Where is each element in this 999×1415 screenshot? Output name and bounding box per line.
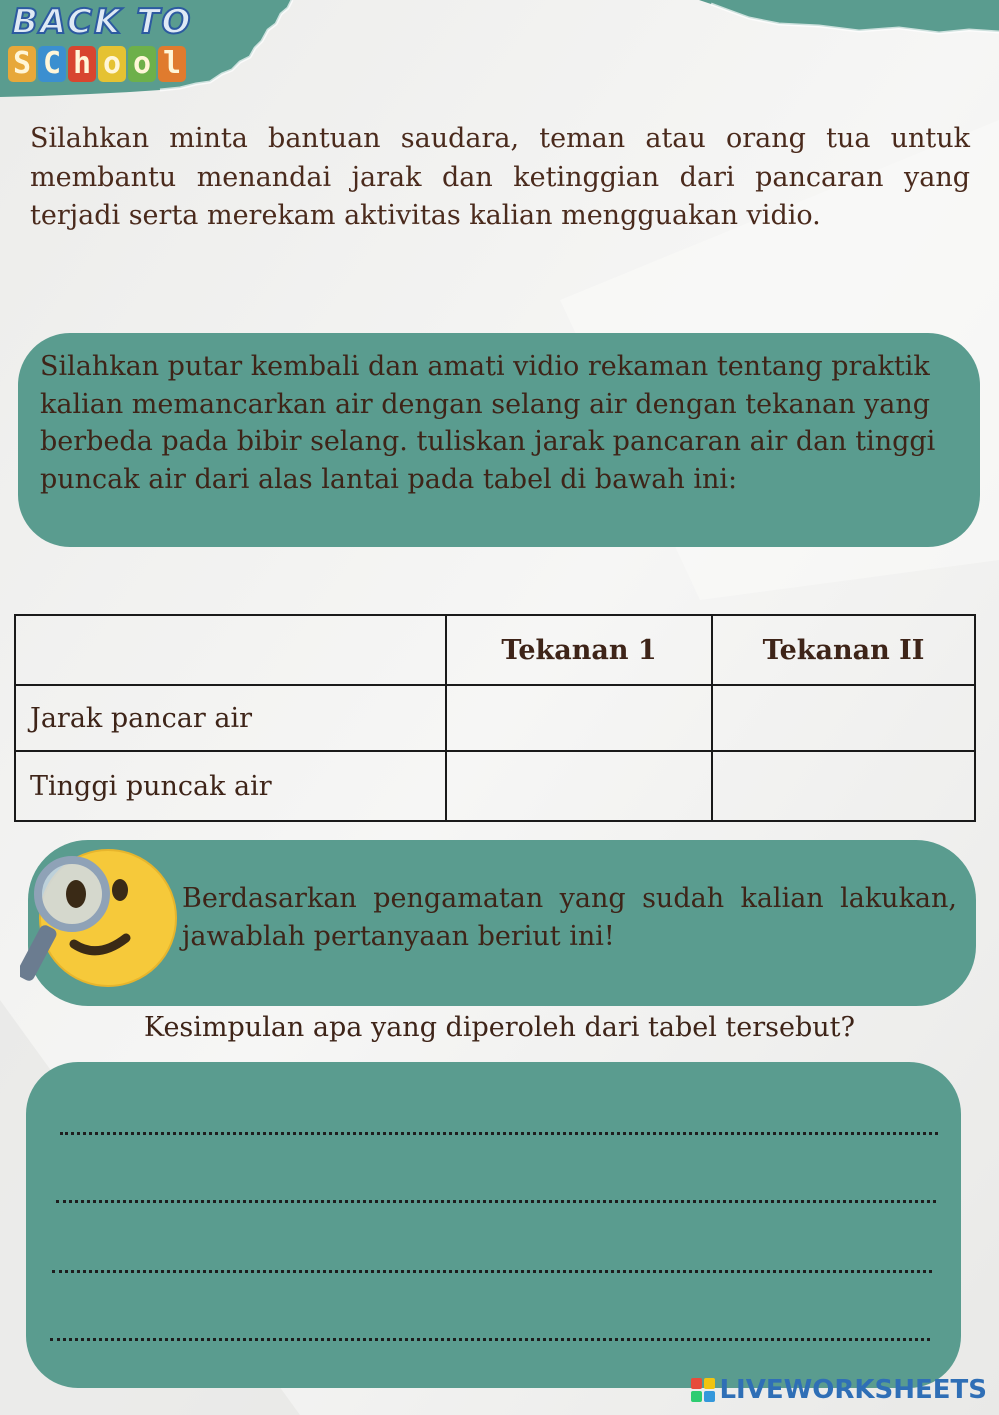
brand-name: LIVEWORKSHEETS xyxy=(719,1375,987,1405)
logo-letter: S xyxy=(8,46,36,82)
logo-title: BACK TO xyxy=(12,2,193,42)
logo-letters xyxy=(8,46,186,82)
answer-line[interactable] xyxy=(50,1338,930,1341)
logo-letter: o xyxy=(128,46,156,82)
liveworksheets-brand xyxy=(691,1374,987,1406)
magnifier-emoji-icon xyxy=(20,836,180,996)
answer-line[interactable] xyxy=(56,1200,936,1203)
intro-paragraph: Silahkan minta bantuan saudara, teman atau orang tua untuk membantu menandai jarak dan ketinggian dari pancaran yang terjadi serta merekam aktivitas kalian mengguakan vidio. xyxy=(30,123,970,231)
liveworksheets-logo-icon xyxy=(691,1378,715,1402)
answer-cell[interactable] xyxy=(712,685,975,751)
table-header-cell: Tekanan 1 xyxy=(446,615,712,685)
answer-cell[interactable] xyxy=(446,751,712,821)
logo-letter: C xyxy=(38,46,66,82)
answer-cell[interactable] xyxy=(446,685,712,751)
answer-line[interactable] xyxy=(60,1132,938,1135)
table-row xyxy=(15,751,975,821)
answer-cell[interactable] xyxy=(712,751,975,821)
instruction-text: Silahkan putar kembali dan amati vidio rekaman tentang praktik kalian memancarkan air dengan selang air dengan tekanan yang berbeda pada bibir selang. tuliskan jarak pancaran air dan tinggi puncak air dari alas lantai pada tabel di bawah ini: xyxy=(40,351,936,495)
row-label: Tinggi puncak air xyxy=(15,751,446,821)
table-header-cell xyxy=(15,615,446,685)
table-row xyxy=(15,685,975,751)
question-text: Kesimpulan apa yang diperoleh dari tabel tersebut? xyxy=(144,1012,855,1043)
row-label: Jarak pancar air xyxy=(15,685,446,751)
observation-table xyxy=(14,614,976,822)
torn-header-right xyxy=(699,0,999,40)
answer-line[interactable] xyxy=(52,1270,932,1273)
table-header-row xyxy=(15,615,975,685)
logo-letter: h xyxy=(68,46,96,82)
logo-letter: o xyxy=(98,46,126,82)
logo-letter: l xyxy=(158,46,186,82)
table-header-cell: Tekanan II xyxy=(712,615,975,685)
back-to-school-logo xyxy=(8,2,223,90)
observation-text: Berdasarkan pengamatan yang sudah kalian lakukan, jawablah pertanyaan beriut ini! xyxy=(182,883,957,952)
